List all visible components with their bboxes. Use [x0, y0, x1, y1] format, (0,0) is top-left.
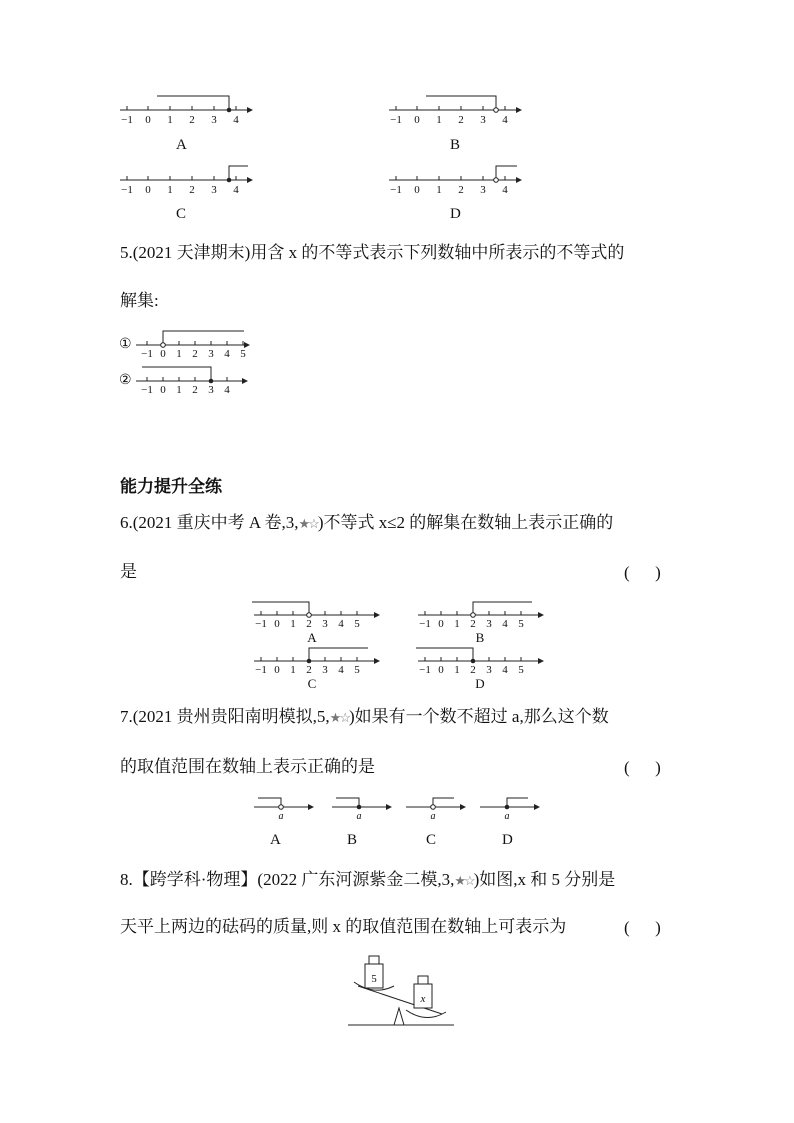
weight-left-label: 5	[371, 973, 377, 985]
tick-label: 3	[486, 664, 492, 676]
tick-label: 0	[145, 184, 151, 196]
q5-question-line2: 解集:	[120, 291, 159, 310]
tick-label: 3	[211, 184, 217, 196]
tick-label: −1	[419, 618, 431, 630]
axis-label-a: a	[278, 811, 284, 822]
q6-source: 6.(2021 重庆中考 A 卷,3,	[120, 513, 299, 532]
tick-label: 1	[176, 384, 182, 395]
q7-question-line1	[120, 708, 609, 725]
q6-option-a-label: A	[307, 630, 317, 645]
q4-option-c-label[interactable]: C	[176, 206, 187, 222]
tick-label: 1	[290, 618, 296, 630]
tick-label: 1	[436, 114, 442, 126]
tick-label: −1	[255, 618, 267, 630]
q6-option-d-label: D	[475, 676, 485, 691]
q4-option-b-label[interactable]: B	[450, 137, 461, 153]
tick-label: 1	[167, 114, 173, 126]
tick-label: 2	[470, 618, 476, 630]
q8-answer-blank[interactable]: ( )	[624, 918, 661, 937]
q7-question-line2: 的取值范围在数轴上表示正确的是	[120, 757, 375, 776]
q4-number-line-b	[384, 86, 529, 126]
difficulty-star-icon: ★☆	[454, 873, 474, 888]
tick-label: 5	[240, 348, 246, 359]
tick-label: 2	[458, 114, 464, 126]
tick-label: 0	[438, 664, 444, 676]
q7-number-line-b	[330, 796, 396, 822]
tick-label: 4	[502, 114, 508, 126]
q7-option-d-label[interactable]: D	[502, 832, 513, 848]
q8-stem: )如图,x 和 5 分别是	[473, 870, 616, 889]
q8-source: 8.【跨学科·物理】(2022 广东河源紫金二模,3,	[120, 870, 455, 889]
q6-number-line-d	[414, 646, 554, 694]
q4-number-line-a	[115, 86, 260, 126]
q4-option-d-label[interactable]: D	[450, 206, 461, 222]
q7-option-b-label[interactable]: B	[347, 832, 358, 848]
tick-label: 2	[306, 664, 312, 676]
tick-label: 3	[211, 114, 217, 126]
q7-option-c-label[interactable]: C	[426, 832, 437, 848]
tick-label: 0	[274, 664, 280, 676]
tick-label: −1	[121, 114, 133, 126]
tick-label: −1	[419, 664, 431, 676]
q6-number-line-a	[250, 600, 390, 648]
q4-number-line-c	[115, 156, 260, 196]
q7-option-a-label[interactable]: A	[270, 832, 281, 848]
difficulty-star-icon: ★☆	[298, 516, 318, 531]
tick-label: −1	[121, 184, 133, 196]
q6-option-b-label: B	[475, 630, 485, 645]
section-title: 能力提升全练	[120, 477, 222, 496]
q5-question-line1: 5.(2021 天津期末)用含 x 的不等式表示下列数轴中所表示的不等式的	[120, 243, 625, 262]
q4-number-line-d	[384, 156, 529, 196]
q5-marker-2: ②	[119, 373, 132, 388]
tick-label: −1	[141, 348, 153, 359]
difficulty-star-icon: ★☆	[329, 710, 349, 725]
tick-label: 3	[322, 618, 328, 630]
tick-label: 1	[454, 664, 460, 676]
tick-label: 4	[502, 184, 508, 196]
q7-source: 7.(2021 贵州贵阳南明模拟,5,	[120, 707, 330, 726]
tick-label: 3	[480, 184, 486, 196]
q6-answer-blank[interactable]: ( )	[624, 563, 661, 582]
tick-label: −1	[141, 384, 153, 395]
tick-label: 3	[486, 618, 492, 630]
tick-label: 1	[167, 184, 173, 196]
q5-number-line-2	[134, 361, 264, 395]
q7-number-line-a	[252, 796, 318, 822]
q6-option-c-label: C	[307, 676, 317, 691]
tick-label: 4	[233, 184, 239, 196]
q4-option-a-label[interactable]: A	[176, 137, 187, 153]
q8-question-line1	[120, 871, 615, 888]
tick-label: 0	[160, 348, 166, 359]
tick-label: 0	[414, 184, 420, 196]
tick-label: 1	[176, 348, 182, 359]
axis-label-a: a	[356, 811, 362, 822]
q5-number-line-1	[134, 325, 264, 359]
tick-label: 2	[189, 114, 195, 126]
tick-label: 3	[208, 384, 214, 395]
q6-question-line2: 是	[120, 562, 137, 581]
tick-label: 2	[192, 384, 198, 395]
q8-question-line2: 天平上两边的砝码的质量,则 x 的取值范围在数轴上可表示为	[120, 917, 567, 936]
q5-marker-1: ①	[119, 337, 132, 352]
tick-label: −1	[390, 184, 402, 196]
tick-label: 1	[290, 664, 296, 676]
tick-label: 4	[224, 384, 230, 395]
tick-label: −1	[255, 664, 267, 676]
tick-label: 2	[192, 348, 198, 359]
tick-label: 4	[338, 664, 344, 676]
tick-label: 2	[458, 184, 464, 196]
tick-label: 5	[518, 618, 524, 630]
tick-label: 5	[354, 618, 360, 630]
tick-label: 1	[454, 618, 460, 630]
tick-label: 4	[338, 618, 344, 630]
q6-number-line-b	[414, 600, 554, 648]
q6-question-line1	[120, 514, 613, 531]
tick-label: 0	[274, 618, 280, 630]
tick-label: 5	[354, 664, 360, 676]
tick-label: 3	[322, 664, 328, 676]
tick-label: 0	[160, 384, 166, 395]
q7-stem: )如果有一个数不超过 a,那么这个数	[348, 707, 609, 726]
tick-label: 3	[208, 348, 214, 359]
tick-label: 4	[233, 114, 239, 126]
balance-scale-figure	[346, 952, 458, 1030]
tick-label: 2	[306, 618, 312, 630]
axis-label-a: a	[430, 811, 436, 822]
weight-right-label: x	[420, 993, 426, 1005]
tick-label: 0	[438, 618, 444, 630]
tick-label: 4	[224, 348, 230, 359]
tick-label: 0	[414, 114, 420, 126]
tick-label: 0	[145, 114, 151, 126]
tick-label: 2	[470, 664, 476, 676]
axis-label-a: a	[504, 811, 510, 822]
q6-stem: )不等式 x≤2 的解集在数轴上表示正确的	[317, 513, 614, 532]
tick-label: 5	[518, 664, 524, 676]
q7-answer-blank[interactable]: ( )	[624, 758, 661, 777]
tick-label: 4	[502, 664, 508, 676]
tick-label: −1	[390, 114, 402, 126]
q7-number-line-c	[404, 796, 470, 822]
tick-label: 1	[436, 184, 442, 196]
tick-label: 2	[189, 184, 195, 196]
tick-label: 3	[480, 114, 486, 126]
q7-number-line-d	[478, 796, 544, 822]
tick-label: 4	[502, 618, 508, 630]
q6-number-line-c	[250, 646, 390, 694]
